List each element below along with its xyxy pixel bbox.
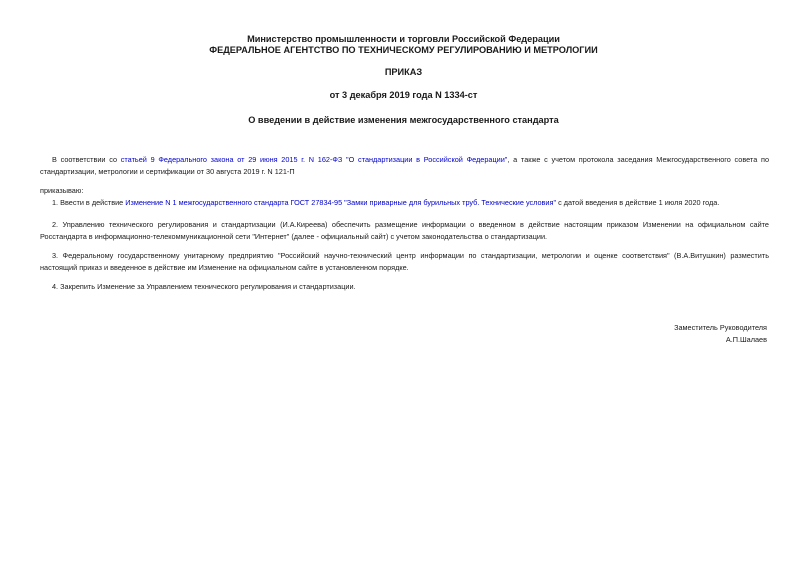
signer-position: Заместитель Руководителя (674, 323, 767, 332)
signer-name: А.П.Шалаев (725, 335, 767, 344)
law-link[interactable]: статьей 9 Федерального закона от 29 июня 2015 г. N 162-ФЗ "О стандартизации в Российской Федерации" (120, 155, 508, 164)
item-3-text: 3. Федеральному государственному унитарному предприятию "Российский научно-технический центр информации по стандартизации, метрологии и оценке соответствия" (В.А.Витушкин) разместить настоящий приказ и введенное в действие им Изменение на официальном сайте в установленном порядке. (40, 251, 769, 272)
preamble-text-after: , а также с учетом протокола заседания Межгосударственного совета по стандартизации, метрологии и сертификации от 30 августа 2019 г. N 121-П (40, 155, 770, 176)
doc-date-number: от 3 декабря 2019 года N 1334-ст (329, 90, 478, 100)
item-3 (40, 250, 769, 274)
doc-type: ПРИКАЗ (384, 67, 423, 77)
item-2-text: 2. Управлению технического регулирования и стандартизации (И.А.Киреева) обеспечить размещение информации о введенном в действие настоящим приказом Изменении на официальном сайте Росстандарта в информационно-телекоммуникационной сети "Интернет" (далее - официальный сайт) с учетом законодательства о стандартизации. (40, 220, 769, 241)
agency-name: ФЕДЕРАЛЬНОЕ АГЕНТСТВО ПО ТЕХНИЧЕСКОМУ РЕГУЛИРОВАНИЮ И МЕТРОЛОГИИ (209, 45, 598, 55)
item-1 (40, 197, 769, 209)
doc-title: О введении в действие изменения межгосударственного стандарта (248, 115, 559, 125)
item-4-text: 4. Закрепить Изменение за Управлением технического регулирования и стандартизации. (52, 282, 356, 291)
preamble-text-before: В соответствии со (52, 155, 121, 164)
item-2 (40, 219, 769, 243)
preamble-paragraph (40, 154, 769, 178)
item-4 (40, 281, 769, 293)
item-1-text-after: с датой введения в действие 1 июля 2020 года. (556, 198, 720, 207)
ministry-name: Министерство промышленности и торговли Российской Федерации (247, 34, 560, 44)
item-1-text-before: 1. Ввести в действие (52, 198, 126, 207)
order-word: приказываю: (40, 186, 84, 195)
standard-change-link[interactable]: Изменение N 1 межгосударственного стандарта ГОСТ 27834-95 "Замки приварные для бурильных труб. Технические условия" (125, 198, 557, 207)
